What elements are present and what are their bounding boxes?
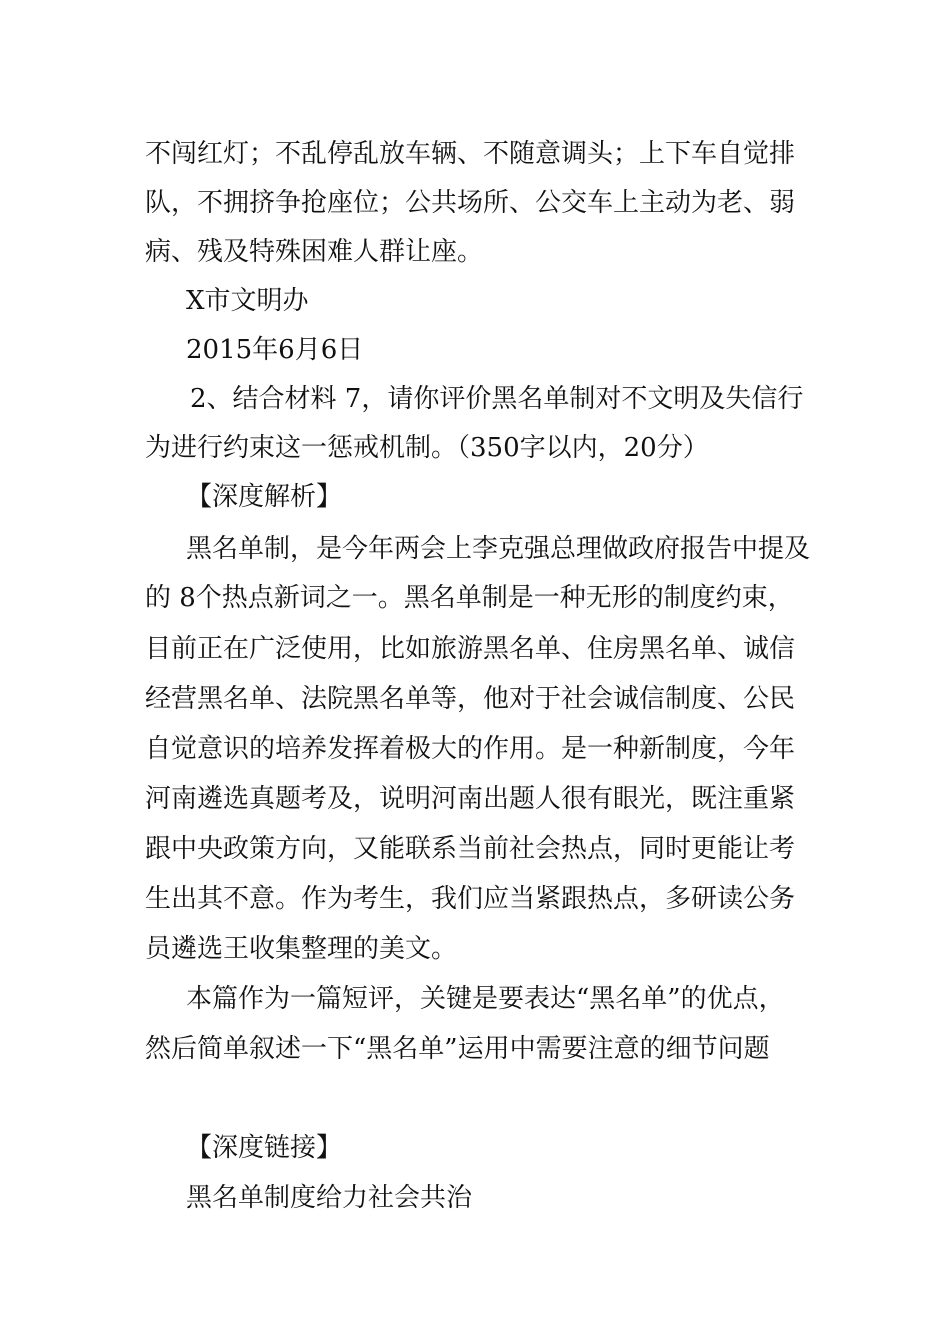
analysis-line-4: 经营黑名单、法院黑名单等，他对于社会诚信制度、公民 — [145, 684, 796, 714]
question-line-1: 2、结合材料 7，请你评价黑名单制对不文明及失信行 — [190, 384, 804, 414]
issue-date: 2015年6月6日 — [186, 335, 364, 365]
paragraph-1-line-1: 不闯红灯；不乱停乱放车辆、不随意调头；上下车自觉排 — [145, 139, 796, 169]
analysis-line-3: 目前正在广泛使用，比如旅游黑名单、住房黑名单、诚信 — [145, 634, 796, 664]
link-title: 黑名单制度给力社会共治 — [186, 1183, 473, 1213]
analysis-line-6: 河南遴选真题考及，说明河南出题人很有眼光，既注重紧 — [145, 784, 796, 814]
issuer-signature: X市文明办 — [186, 286, 309, 316]
analysis-line-2: 的 8个热点新词之一。黑名单制是一种无形的制度约束， — [145, 583, 794, 613]
analysis-heading: 【深度解析】 — [186, 482, 343, 512]
link-heading: 【深度链接】 — [186, 1133, 343, 1163]
summary-line-2: 然后简单叙述一下“黑名单”运用中需要注意的细节问题 — [145, 1034, 770, 1064]
analysis-line-8: 生出其不意。作为考生，我们应当紧跟热点，多研读公务 — [145, 884, 796, 914]
analysis-line-7: 跟中央政策方向，又能联系当前社会热点，同时更能让考 — [145, 834, 796, 864]
question-line-2: 为进行约束这一惩戒机制。（350字以内，20分） — [145, 433, 709, 463]
summary-line-1: 本篇作为一篇短评，关键是要表达“黑名单”的优点， — [186, 984, 785, 1014]
paragraph-1-line-2: 队，不拥挤争抢座位；公共场所、公交车上主动为老、弱 — [145, 188, 796, 218]
analysis-line-5: 自觉意识的培养发挥着极大的作用。是一种新制度，今年 — [145, 734, 796, 764]
analysis-line-9: 员遴选王收集整理的美文。 — [145, 934, 458, 964]
paragraph-1-line-3: 病、残及特殊困难人群让座。 — [145, 237, 484, 267]
analysis-line-1: 黑名单制，是今年两会上李克强总理做政府报告中提及 — [186, 534, 811, 564]
